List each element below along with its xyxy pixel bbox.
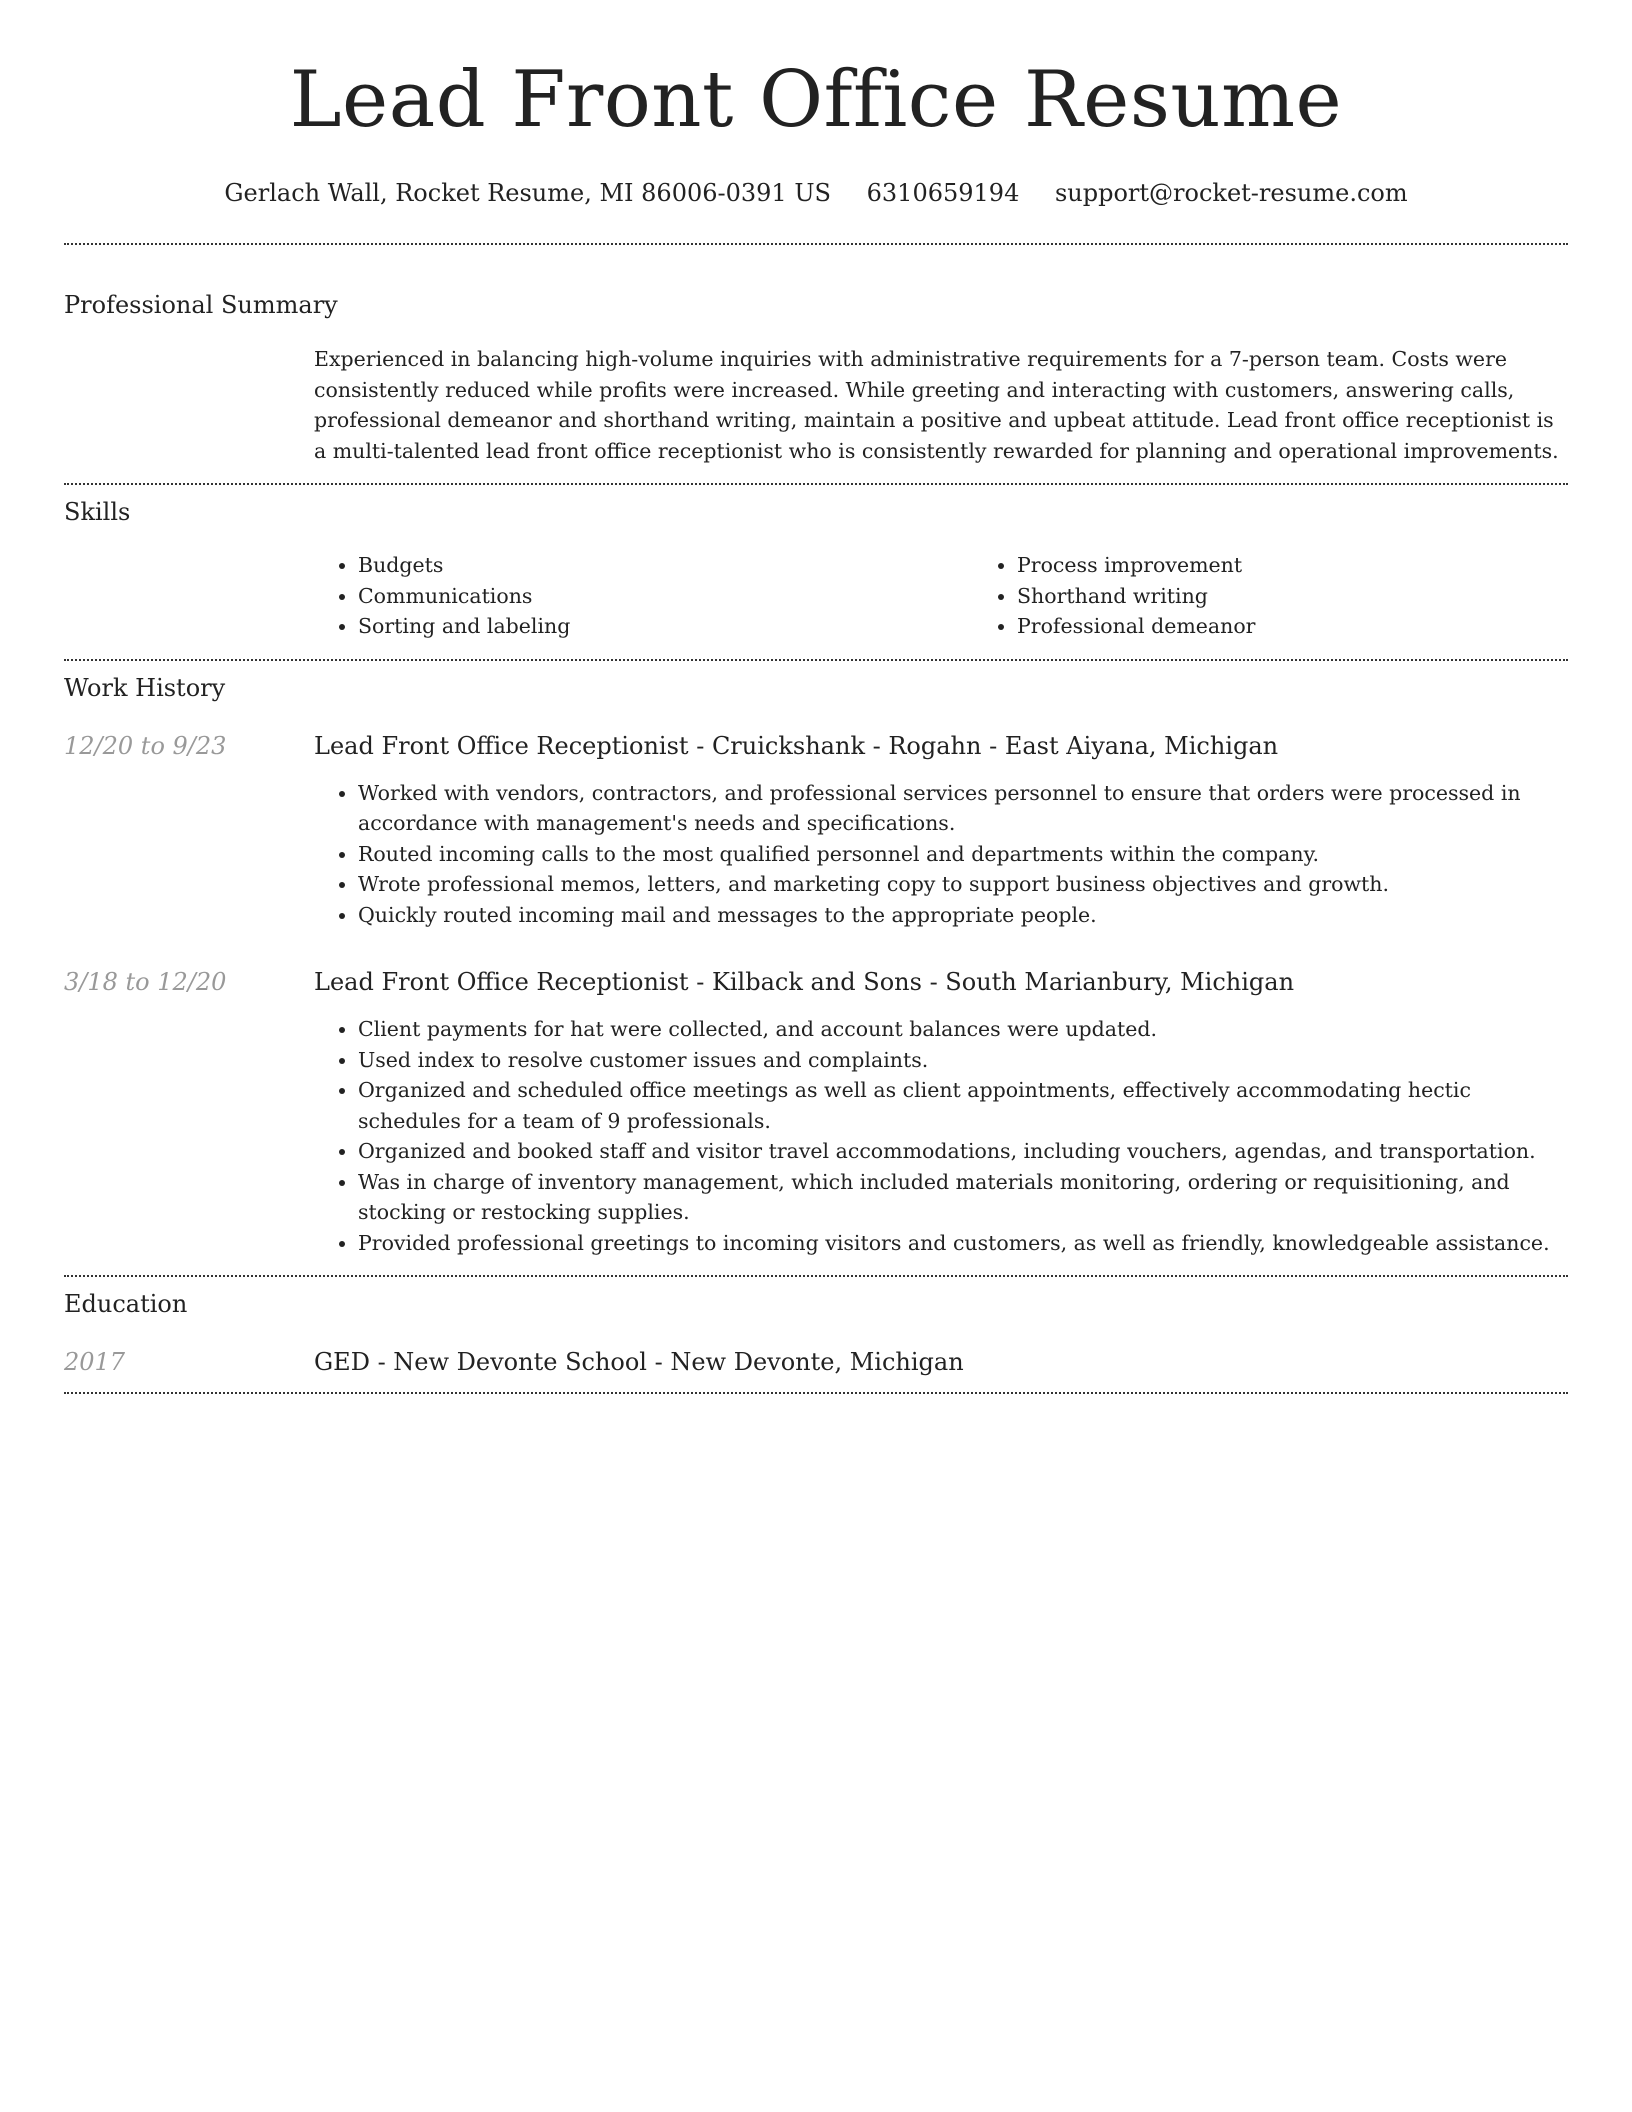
job-bullet: • Client payments for hat were collected, and account balances were updated.: [358, 1014, 1568, 1045]
skill-item: • Professional demeanor: [1017, 611, 1632, 642]
skills-row: [64, 550, 1568, 642]
summary-row: [64, 344, 1568, 466]
education-heading: Education: [64, 1290, 188, 1318]
summary-section: [64, 290, 1568, 466]
job-dates: 3/18 to 12/20: [64, 968, 227, 996]
job-bullets-row: [64, 1014, 1568, 1258]
job-bullet: • Provided professional greetings to incoming visitors and customers, as well as friendly, knowledgeable assistance.: [358, 1228, 1568, 1259]
job-dates: 12/20 to 9/23: [64, 731, 227, 760]
summary-heading: Professional Summary: [64, 291, 338, 319]
job-entry: [64, 731, 1568, 931]
summary-text: Experienced in balancing high-volume inquiries with administrative requirements for a 7-person team. Costs were consistently reduced while profits were increased. While greeting and interacting with customers, answering calls, professional demeanor and shorthand writing, maintain a positive and upbeat attitude. Lead front office receptionist is a multi-talented lead front office receptionist who is consistently rewarded for planning and operational improvements.: [314, 347, 1559, 463]
job-header: [64, 967, 1568, 997]
job-bullet: • Was in charge of inventory management, which included materials monitoring, ordering or requisitioning, and stocking or restocking supplies.: [358, 1167, 1568, 1228]
education-entry: [64, 1347, 1568, 1377]
work-heading: Work History: [64, 673, 226, 702]
job-bullets: [314, 1014, 1568, 1258]
job-bullet: • Wrote professional memos, letters, and marketing copy to support business objectives and growth.: [358, 869, 1568, 900]
summary-right-col: [314, 344, 1568, 466]
education-divider: [64, 1392, 1568, 1394]
job-left-col: [64, 1014, 314, 1258]
skills-section: [64, 497, 1568, 642]
job-entry: [64, 967, 1568, 1258]
education-degree: GED - New Devonte School - New Devonte, Michigan: [314, 1348, 964, 1376]
job-title: Lead Front Office Receptionist: [314, 968, 689, 996]
skill-item: • Communications: [358, 581, 973, 612]
skill-item: • Budgets: [358, 550, 973, 581]
contact-line: [64, 178, 1568, 208]
skills-list-left: [314, 550, 973, 642]
job-header: [64, 731, 1568, 761]
summary-left-col: [64, 344, 314, 466]
job-right-col: [314, 778, 1568, 931]
contact-email: support@rocket-resume.com: [1054, 179, 1408, 207]
work-divider: [64, 1275, 1568, 1277]
page-title: Lead Front Office Resume: [289, 55, 1343, 145]
contact-phone: 6310659194: [866, 179, 1020, 207]
education-year: 2017: [64, 1348, 126, 1376]
job-employer: - Kilback and Sons - South Marianbury, Michigan: [688, 968, 1295, 996]
job-bullets-row: [64, 778, 1568, 931]
job-bullet: • Organized and booked staff and visitor travel accommodations, including vouchers, agendas, and transportation.: [358, 1136, 1568, 1167]
summary-divider: [64, 483, 1568, 485]
job-title: Lead Front Office Receptionist: [314, 731, 689, 760]
job-title-line: [314, 967, 1568, 997]
skills-list-right: [973, 550, 1632, 642]
skill-item: • Sorting and labeling: [358, 611, 973, 642]
contact-address: Gerlach Wall, Rocket Resume, MI 86006-0391 US: [224, 179, 831, 207]
job-bullet: • Routed incoming calls to the most qualified personnel and departments within the company.: [358, 839, 1568, 870]
job-title-line: [314, 731, 1568, 761]
header-divider: [64, 243, 1568, 245]
education-section: [64, 1289, 1568, 1377]
skill-item: • Process improvement: [1017, 550, 1632, 581]
job-employer: - Cruickshank - Rogahn - East Aiyana, Michigan: [688, 731, 1279, 760]
job-right-col: [314, 1014, 1568, 1258]
skills-divider: [64, 659, 1568, 661]
job-bullet: • Quickly routed incoming mail and messages to the appropriate people.: [358, 900, 1568, 931]
work-section: [64, 673, 1568, 1259]
skill-item: • Shorthand writing: [1017, 581, 1632, 612]
skills-grid: [314, 550, 1632, 642]
job-bullet: • Used index to resolve customer issues and complaints.: [358, 1045, 1568, 1076]
job-bullet: • Organized and scheduled office meetings as well as client appointments, effectively accommodating hectic schedules for a team of 9 professionals.: [358, 1075, 1568, 1136]
job-left-col: [64, 778, 314, 931]
job-bullet: • Worked with vendors, contractors, and professional services personnel to ensure that orders were processed in accordance with management's needs and specifications.: [358, 778, 1568, 839]
skills-heading: Skills: [64, 498, 131, 526]
skills-left-col: [64, 550, 314, 642]
job-bullets: [314, 778, 1568, 931]
